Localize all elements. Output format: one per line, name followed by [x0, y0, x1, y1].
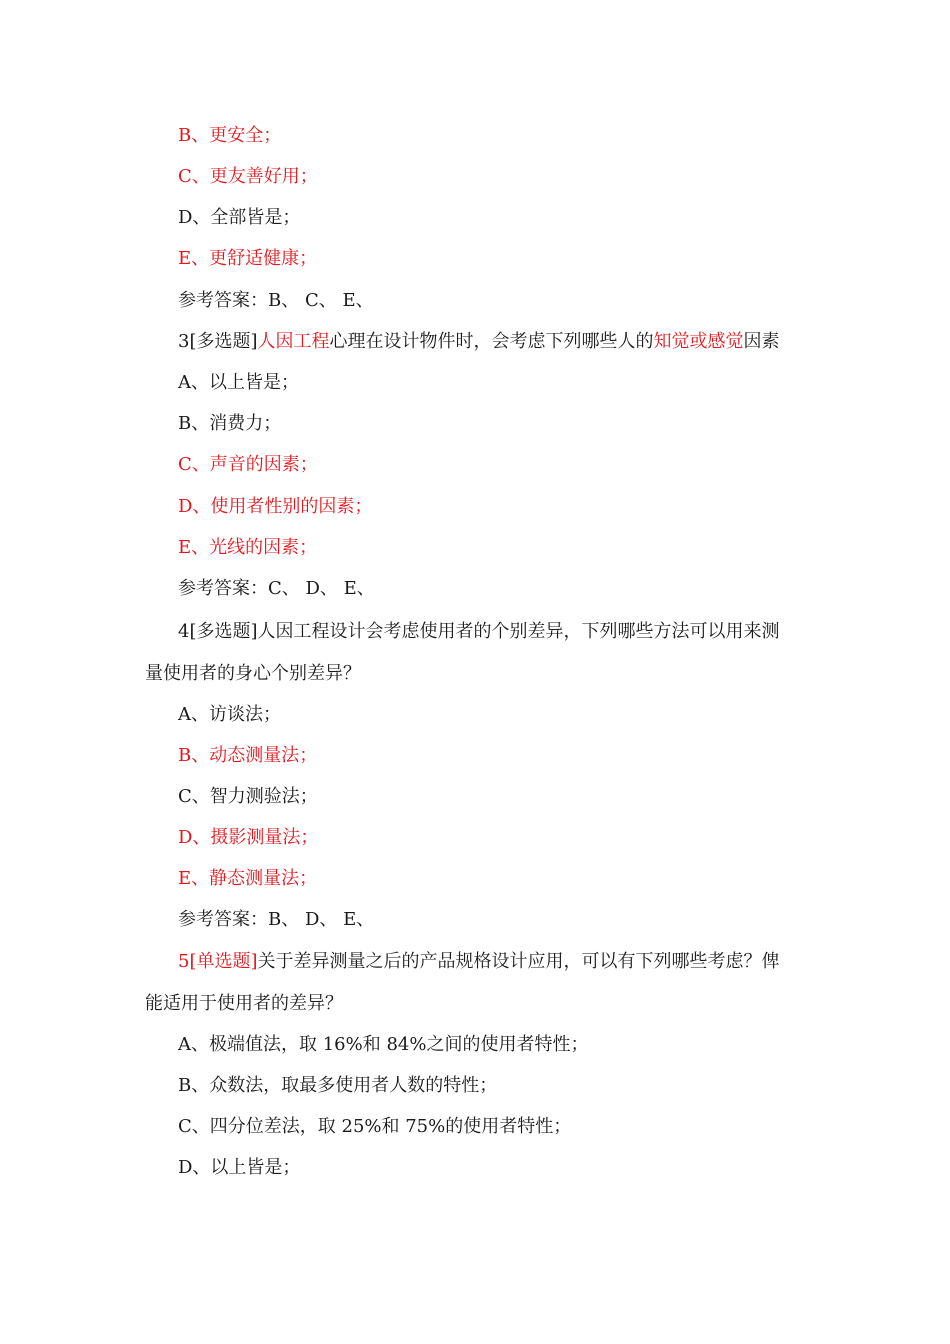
- q4-answer: 参考答案：B、 D、 E、: [178, 909, 375, 930]
- q4-option-a: A、访谈法；: [178, 704, 281, 725]
- q4-option-b: B、动态测量法；: [178, 745, 318, 766]
- q4-option-d: D、摄影测量法；: [178, 827, 319, 848]
- q5-number: 5[单选题]: [178, 951, 258, 972]
- q4-stem-line-1: 4[多选题]人因工程设计会考虑使用者的个别差异，下列哪些方法可以用来测: [178, 621, 780, 642]
- q4-option-e: E、静态测量法；: [178, 868, 318, 889]
- q3-option-d: D、使用者性别的因素；: [178, 496, 373, 517]
- q2-answer: 参考答案：B、 C、 E、: [178, 290, 374, 311]
- q5-option-b: B、众数法，取最多使用者人数的特性；: [178, 1075, 498, 1096]
- q3-number: 3[多选题]: [178, 331, 258, 352]
- q3-option-c: C、声音的因素；: [178, 454, 318, 475]
- q2-option-d: D、全部皆是；: [178, 207, 301, 228]
- q5-option-a: A、极端值法，取 16%和 84%之间的使用者特性；: [178, 1034, 589, 1055]
- q3-stem-highlight-2: 知觉或感觉: [653, 331, 744, 352]
- q3-stem: [178, 330, 780, 354]
- q3-stem-end: 因素: [743, 331, 780, 352]
- q3-answer: 参考答案：C、 D、 E、: [178, 578, 375, 599]
- q4-stem-line-2: 量使用者的身心个别差异？: [145, 663, 361, 684]
- q2-option-c: C、更友善好用；: [178, 166, 318, 187]
- q5-stem-line-1-rest: 关于差异测量之后的产品规格设计应用，可以有下列哪些考虑？俾: [257, 951, 780, 972]
- q3-stem-middle: 心理在设计物件时，会考虑下列哪些人的: [329, 331, 654, 352]
- q3-option-e: E、光线的因素；: [178, 537, 318, 558]
- q5-stem-line-1: [178, 950, 780, 974]
- q3-option-b: B、消费力；: [178, 413, 282, 434]
- q5-option-d: D、以上皆是；: [178, 1157, 301, 1178]
- q3-option-a: A、以上皆是；: [178, 372, 299, 393]
- q2-option-e: E、更舒适健康；: [178, 248, 318, 269]
- q5-stem-line-2: 能适用于使用者的差异？: [145, 993, 343, 1014]
- q4-option-c: C、智力测验法；: [178, 786, 318, 807]
- q2-option-b: B、更安全；: [178, 125, 282, 146]
- q3-stem-highlight-1: 人因工程: [257, 331, 330, 352]
- q5-option-c: C、四分位差法，取 25%和 75%的使用者特性；: [178, 1116, 572, 1137]
